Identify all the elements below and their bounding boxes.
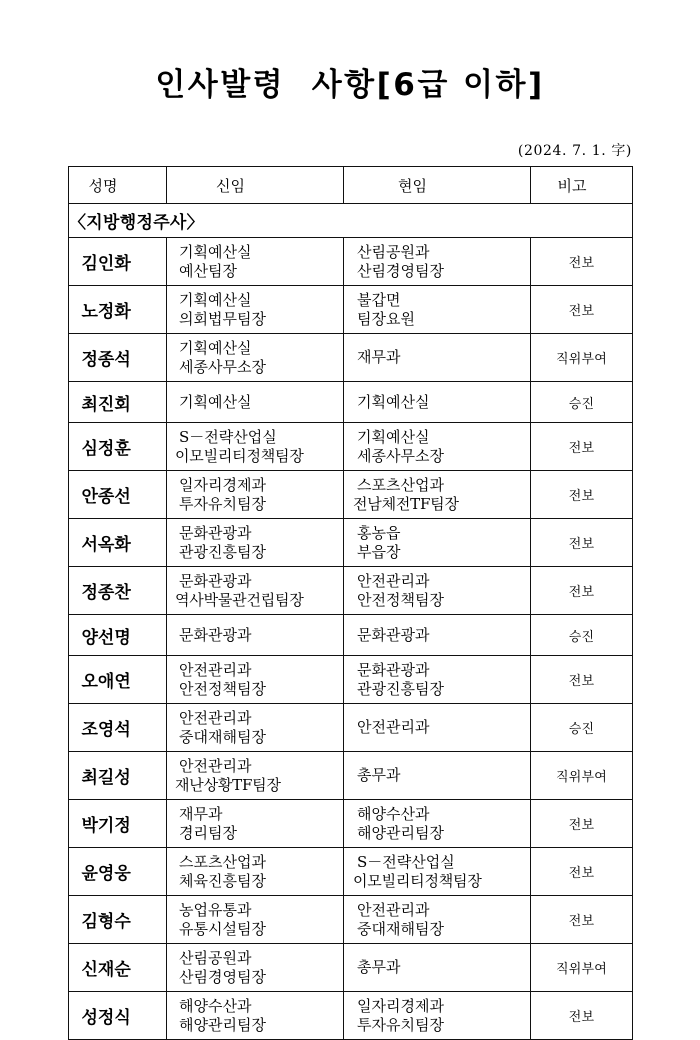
cell-current-post (344, 704, 531, 752)
post-line: 산림경영팀장 (179, 967, 266, 986)
post-line: 기획예산실 (179, 242, 252, 261)
table-row (69, 238, 633, 286)
cell-note: 전보 (531, 238, 633, 286)
personnel-table (68, 166, 633, 1040)
cell-note: 전보 (531, 471, 633, 519)
post-line: 총무과 (357, 958, 401, 977)
post-line: 안전관리과 (179, 708, 252, 727)
post-line: 투자유치팀장 (179, 494, 266, 513)
cell-employee-name (69, 704, 167, 752)
post-line: 문화관광과 (179, 625, 252, 644)
cell-note: 승진 (531, 615, 633, 656)
table-header-row (69, 167, 633, 204)
table-row (69, 656, 633, 704)
cell-new-post (167, 992, 344, 1040)
post-line: S－전략산업실 (179, 427, 277, 446)
column-header-name-label: 성명 (88, 176, 118, 195)
post-line: 해양수산과 (179, 996, 252, 1015)
cell-current-post (344, 567, 531, 615)
post-line: 재무과 (179, 804, 223, 823)
cell-note: 전보 (531, 848, 633, 896)
cell-new-post (167, 471, 344, 519)
table-row (69, 471, 633, 519)
post-line: 안전정책팀장 (179, 679, 266, 698)
cell-new-post (167, 238, 344, 286)
post-line: 스포츠산업과 (179, 852, 266, 871)
cell-employee-name (69, 656, 167, 704)
cell-current-post (344, 423, 531, 471)
cell-current-post (344, 800, 531, 848)
cell-new-post (167, 944, 344, 992)
post-line: 안전관리과 (179, 756, 252, 775)
employee-name: 박기정 (81, 816, 131, 836)
cell-note: 승진 (531, 382, 633, 423)
post-line: S－전략산업실 (357, 852, 455, 871)
cell-current-post (344, 896, 531, 944)
cell-note: 전보 (531, 800, 633, 848)
post-line: 안전관리과 (357, 571, 430, 590)
column-header-note-label: 비고 (557, 176, 587, 195)
cell-note: 전보 (531, 519, 633, 567)
table-row (69, 334, 633, 382)
employee-name: 심정훈 (81, 439, 131, 459)
cell-employee-name (69, 519, 167, 567)
column-header-current-post-label: 현임 (398, 176, 427, 195)
post-line: 안전관리과 (357, 718, 430, 737)
cell-employee-name (69, 944, 167, 992)
table-row (69, 567, 633, 615)
post-line: 산림공원과 (179, 948, 252, 967)
cell-employee-name (69, 567, 167, 615)
post-line: 안전정책팀장 (357, 590, 444, 609)
cell-employee-name (69, 334, 167, 382)
cell-employee-name (69, 800, 167, 848)
personnel-table-container (68, 166, 632, 1040)
post-line: 기획예산실 (357, 427, 430, 446)
table-row (69, 382, 633, 423)
post-line: 부읍장 (357, 542, 401, 561)
post-line: 해양관리팀장 (357, 823, 444, 842)
page-title: 인사발령 사항[6급 이하] (155, 67, 545, 103)
column-header-current-post (344, 167, 531, 204)
post-line: 산림공원과 (357, 242, 430, 261)
cell-current-post (344, 944, 531, 992)
cell-current-post (344, 382, 531, 423)
cell-new-post (167, 423, 344, 471)
column-header-name (69, 167, 167, 204)
post-line: 스포츠산업과 (357, 475, 444, 494)
post-line: 기획예산실 (179, 392, 252, 411)
table-row (69, 800, 633, 848)
post-line: 기획예산실 (179, 338, 252, 357)
employee-name: 정종석 (81, 350, 131, 370)
employee-name: 노정화 (81, 302, 131, 322)
cell-new-post (167, 704, 344, 752)
post-line: 문화관광과 (179, 571, 252, 590)
cell-current-post (344, 848, 531, 896)
cell-employee-name (69, 992, 167, 1040)
post-line: 일자리경제과 (179, 475, 266, 494)
post-line: 경리팀장 (179, 823, 237, 842)
effective-date-note: (2024. 7. 1. 字) (517, 143, 632, 159)
cell-new-post (167, 382, 344, 423)
post-line: 중대재해팀장 (357, 919, 444, 938)
post-line: 투자유치팀장 (357, 1015, 444, 1034)
cell-current-post (344, 238, 531, 286)
cell-new-post (167, 656, 344, 704)
employee-name: 최길성 (81, 768, 131, 788)
post-line: 이모빌리티정책팀장 (175, 446, 304, 465)
cell-employee-name (69, 238, 167, 286)
cell-current-post (344, 656, 531, 704)
post-line: 관광진흥팀장 (357, 679, 444, 698)
post-line: 의회법무팀장 (179, 309, 266, 328)
cell-note: 승진 (531, 704, 633, 752)
cell-current-post (344, 615, 531, 656)
cell-new-post (167, 848, 344, 896)
table-row (69, 615, 633, 656)
post-line: 팀장요원 (357, 309, 415, 328)
cell-note: 전보 (531, 423, 633, 471)
employee-name: 서옥화 (81, 535, 131, 555)
cell-new-post (167, 519, 344, 567)
section-header-row (69, 204, 633, 238)
employee-name: 김형수 (81, 912, 131, 932)
cell-current-post (344, 752, 531, 800)
cell-employee-name (69, 615, 167, 656)
cell-employee-name (69, 848, 167, 896)
cell-current-post (344, 471, 531, 519)
post-line: 세종사무소장 (357, 446, 444, 465)
post-line: 일자리경제과 (357, 996, 444, 1015)
cell-note: 직위부여 (531, 752, 633, 800)
cell-note: 전보 (531, 656, 633, 704)
post-line: 문화관광과 (179, 523, 252, 542)
cell-employee-name (69, 382, 167, 423)
cell-new-post (167, 567, 344, 615)
cell-employee-name (69, 752, 167, 800)
table-row (69, 704, 633, 752)
post-line: 총무과 (357, 766, 401, 785)
employee-name: 최진회 (81, 394, 131, 415)
post-line: 안전관리과 (179, 660, 252, 679)
cell-new-post (167, 615, 344, 656)
post-line: 세종사무소장 (179, 357, 266, 376)
post-line: 해양수산과 (357, 804, 430, 823)
column-header-new-post-label: 신임 (216, 176, 245, 195)
employee-name: 조영석 (81, 720, 131, 740)
cell-note: 전보 (531, 567, 633, 615)
cell-current-post (344, 519, 531, 567)
employee-name: 안종선 (81, 487, 131, 507)
employee-name: 정종찬 (81, 583, 131, 603)
table-row (69, 423, 633, 471)
cell-current-post (344, 334, 531, 382)
employee-name: 양선명 (81, 627, 131, 648)
post-line: 산림경영팀장 (357, 261, 444, 280)
table-row (69, 848, 633, 896)
post-line: 농업유통과 (179, 900, 252, 919)
post-line: 중대재해팀장 (179, 727, 266, 746)
cell-note: 전보 (531, 286, 633, 334)
post-line: 기획예산실 (179, 290, 252, 309)
table-row (69, 896, 633, 944)
table-row (69, 944, 633, 992)
employee-name: 김인화 (81, 254, 131, 274)
post-line: 불갑면 (357, 290, 401, 309)
column-header-new-post (167, 167, 344, 204)
post-line: 역사박물관건립팀장 (175, 590, 304, 609)
cell-employee-name (69, 286, 167, 334)
cell-note: 전보 (531, 992, 633, 1040)
cell-new-post (167, 800, 344, 848)
cell-new-post (167, 896, 344, 944)
post-line: 전남체전TF팀장 (353, 494, 459, 513)
column-header-note (531, 167, 633, 204)
cell-employee-name (69, 896, 167, 944)
post-line: 재난상황TF팀장 (175, 775, 281, 794)
cell-note: 전보 (531, 896, 633, 944)
post-line: 안전관리과 (357, 900, 430, 919)
post-line: 체육진흥팀장 (179, 871, 266, 890)
post-line: 예산팀장 (179, 261, 237, 280)
post-line: 유통시설팀장 (179, 919, 266, 938)
post-line: 관광진흥팀장 (179, 542, 266, 561)
post-line: 재무과 (357, 348, 401, 367)
post-line: 이모빌리티정책팀장 (353, 871, 482, 890)
cell-new-post (167, 286, 344, 334)
post-line: 기획예산실 (357, 392, 430, 411)
section-label-rank-group: 〈지방행정주사〉 (69, 204, 633, 238)
employee-name: 윤영웅 (81, 864, 131, 884)
employee-name: 성정식 (81, 1008, 131, 1028)
cell-note: 직위부여 (531, 944, 633, 992)
cell-note: 직위부여 (531, 334, 633, 382)
post-line: 해양관리팀장 (179, 1015, 266, 1034)
cell-employee-name (69, 423, 167, 471)
table-row (69, 519, 633, 567)
post-line: 문화관광과 (357, 625, 430, 644)
employee-name: 오애연 (81, 672, 131, 692)
cell-current-post (344, 286, 531, 334)
table-row (69, 286, 633, 334)
employee-name: 신재순 (81, 960, 131, 980)
cell-employee-name (69, 471, 167, 519)
post-line: 홍농읍 (357, 523, 401, 542)
cell-new-post (167, 752, 344, 800)
cell-new-post (167, 334, 344, 382)
table-row (69, 992, 633, 1040)
table-row (69, 752, 633, 800)
cell-current-post (344, 992, 531, 1040)
post-line: 문화관광과 (357, 660, 430, 679)
